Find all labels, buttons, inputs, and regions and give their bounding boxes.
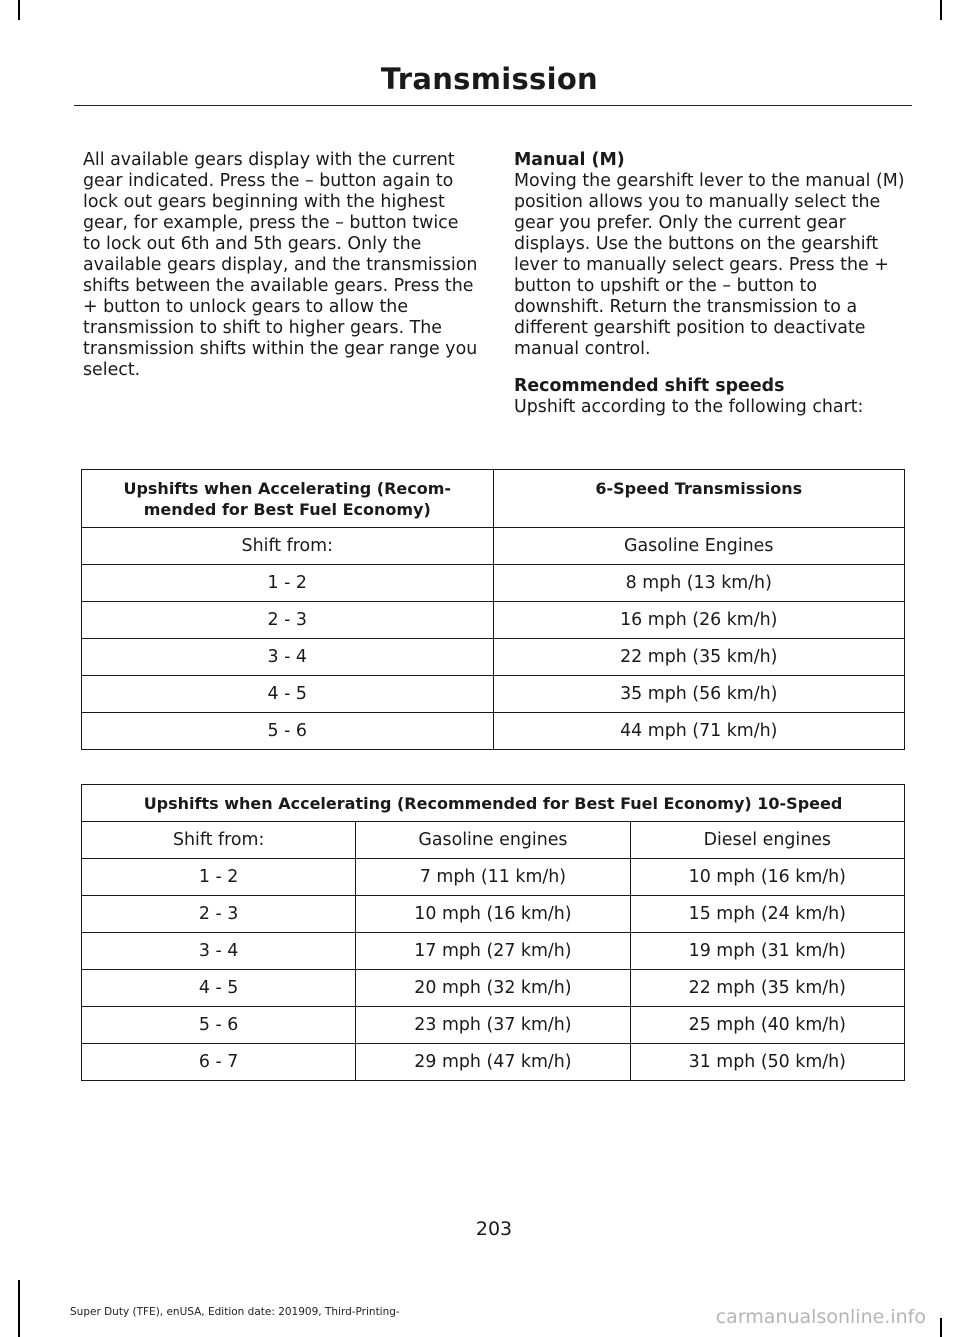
gasoline-cell: 22 mph (35 km/h) — [493, 639, 905, 676]
table-row — [82, 713, 905, 750]
shift-cell: 2 - 3 — [82, 896, 356, 933]
gasoline-cell: 10 mph (16 km/h) — [356, 896, 630, 933]
manual-heading: Manual (M) — [514, 150, 625, 170]
table-subheader-row — [82, 822, 905, 859]
col-shift-from: Shift from: — [82, 528, 494, 565]
table-row — [82, 896, 905, 933]
manual-paragraph: Moving the gearshift lever to the manual (M) position allows you to manually select the gear you prefer. Only the current gear displays. Use the buttons on the gearshift lever to manually select gears. Press the + button to upshift or the – button to downshift. Return the transmission to a different gearshift position to deactivate manual control. — [514, 171, 905, 359]
table-row — [82, 1007, 905, 1044]
table-row — [82, 565, 905, 602]
page-number: 203 — [475, 1218, 513, 1240]
watermark: carmanualsonline.info — [715, 1306, 926, 1328]
six-speed-table — [81, 469, 905, 750]
footer-edition: Super Duty (TFE), enUSA, Edition date: 201909, Third-Printing- — [70, 1306, 400, 1318]
diesel-cell: 15 mph (24 km/h) — [630, 896, 904, 933]
crop-mark-top-left — [18, 0, 20, 20]
diesel-cell: 10 mph (16 km/h) — [630, 859, 904, 896]
gasoline-cell: 17 mph (27 km/h) — [356, 933, 630, 970]
diesel-cell: 22 mph (35 km/h) — [630, 970, 904, 1007]
six-speed-header-right: 6-Speed Transmissions — [493, 470, 905, 528]
table-row — [82, 602, 905, 639]
shift-cell: 6 - 7 — [82, 1044, 356, 1081]
table-row — [82, 639, 905, 676]
gasoline-cell: 23 mph (37 km/h) — [356, 1007, 630, 1044]
table-subheader-row — [82, 528, 905, 565]
shift-cell: 1 - 2 — [82, 859, 356, 896]
shift-speeds-heading: Recommended shift speeds — [514, 376, 785, 396]
shift-cell: 3 - 4 — [82, 639, 494, 676]
ten-speed-table — [81, 784, 905, 1081]
crop-mark-top-right — [940, 0, 942, 20]
crop-mark-bottom-left — [18, 1280, 20, 1337]
table-row — [82, 970, 905, 1007]
shift-cell: 2 - 3 — [82, 602, 494, 639]
page-title: Transmission — [380, 62, 598, 96]
shift-cell: 5 - 6 — [82, 1007, 356, 1044]
shift-cell: 4 - 5 — [82, 676, 494, 713]
gasoline-cell: 20 mph (32 km/h) — [356, 970, 630, 1007]
diesel-cell: 31 mph (50 km/h) — [630, 1044, 904, 1081]
diesel-cell: 19 mph (31 km/h) — [630, 933, 904, 970]
diesel-cell: 25 mph (40 km/h) — [630, 1007, 904, 1044]
gasoline-cell: 7 mph (11 km/h) — [356, 859, 630, 896]
shift-cell: 5 - 6 — [82, 713, 494, 750]
gear-lockout-paragraph: All available gears display with the current gear indicated. Press the – button again to lock out gears beginning with the highest gear, for example, press the – button twice to lock out 6th and 5th gears. Only the available gears display, and the transmission shifts between the available gears. Press the + button to unlock gears to allow the transmission to shift to higher gears. The transmission shifts within the gear range you select. — [83, 150, 478, 380]
table-row — [82, 1044, 905, 1081]
gasoline-cell: 29 mph (47 km/h) — [356, 1044, 630, 1081]
shift-cell: 4 - 5 — [82, 970, 356, 1007]
gasoline-cell: 44 mph (71 km/h) — [493, 713, 905, 750]
table-row — [82, 933, 905, 970]
ten-speed-title: Upshifts when Accelerating (Recommended for Best Fuel Economy) 10-Speed — [82, 785, 905, 822]
right-column — [514, 150, 909, 418]
table-row — [82, 859, 905, 896]
col-gasoline: Gasoline engines — [356, 822, 630, 859]
table-header-row — [82, 785, 905, 822]
left-column — [83, 150, 478, 381]
col-diesel: Diesel engines — [630, 822, 904, 859]
gasoline-cell: 8 mph (13 km/h) — [493, 565, 905, 602]
table-header-row — [82, 470, 905, 528]
col-shift-from: Shift from: — [82, 822, 356, 859]
shift-intro: Upshift according to the following chart: — [514, 397, 864, 417]
shift-cell: 3 - 4 — [82, 933, 356, 970]
table-row — [82, 676, 905, 713]
header-divider — [74, 105, 912, 106]
crop-mark-bottom-right — [940, 1318, 942, 1337]
gasoline-cell: 16 mph (26 km/h) — [493, 602, 905, 639]
col-gasoline: Gasoline Engines — [493, 528, 905, 565]
six-speed-header-left: Upshifts when Accelerating (Recom-mended for Best Fuel Economy) — [82, 470, 494, 528]
gasoline-cell: 35 mph (56 km/h) — [493, 676, 905, 713]
shift-cell: 1 - 2 — [82, 565, 494, 602]
